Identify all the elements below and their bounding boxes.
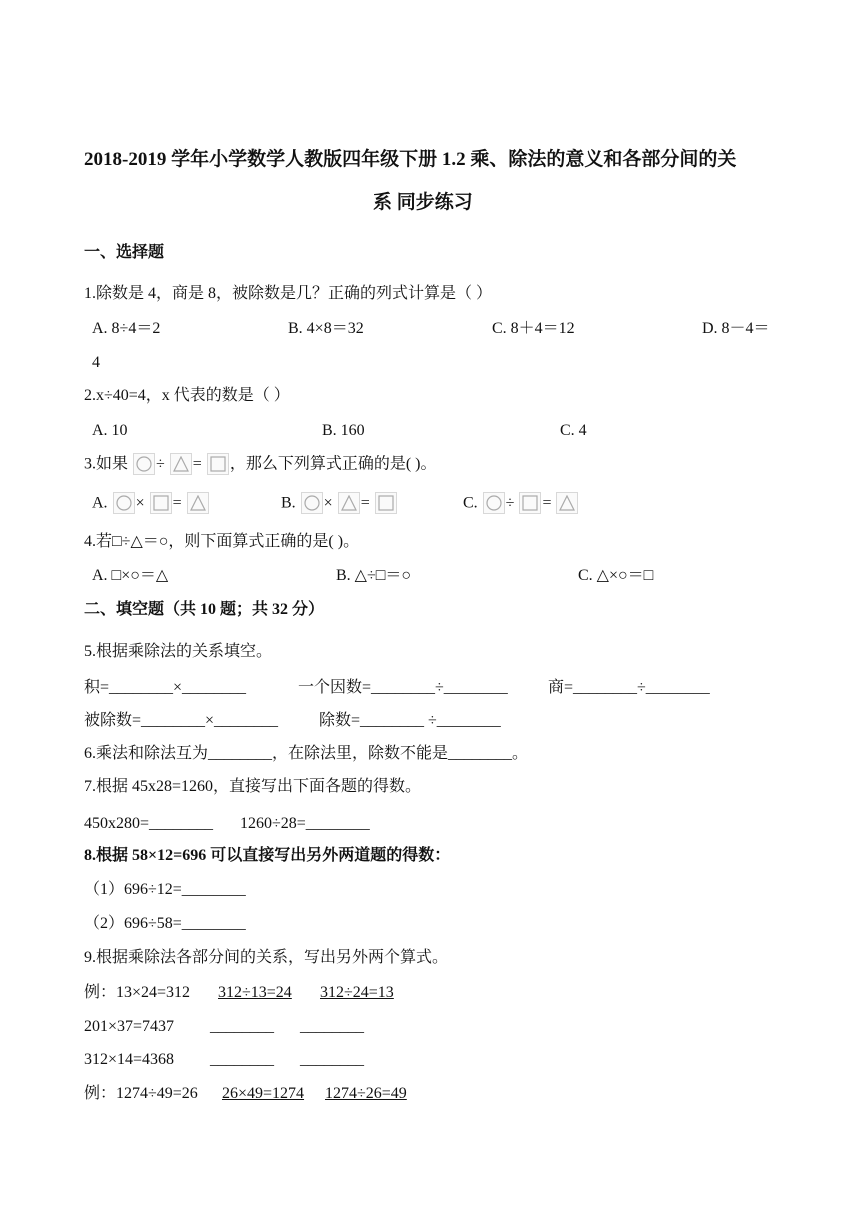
q9-example-1-label: 例：13×24=312 (84, 984, 191, 1001)
q3-option-c[interactable] (463, 491, 579, 515)
q3-option-a[interactable] (92, 491, 210, 515)
q3-stem (84, 452, 437, 476)
q3-prefix: 3.如果 (84, 455, 129, 473)
circle-icon (113, 492, 135, 514)
q9-row-2-blank-b[interactable]: ________ (300, 1051, 364, 1068)
q3-option-b-op: × (323, 494, 333, 512)
q7-blank-1[interactable]: 450x280=________ (84, 815, 214, 832)
q3-option-b[interactable] (281, 491, 398, 515)
q1-option-c[interactable]: C. 8＋4＝12 (492, 320, 575, 337)
q5-formula-product[interactable]: 积=________×________ (84, 679, 247, 696)
q2-option-b[interactable]: B. 160 (322, 422, 365, 439)
q9-row-2-label: 312×14=4368 (84, 1051, 175, 1068)
q6-stem[interactable]: 6.乘法和除法互为________，在除法里，除数不能是________。 (84, 745, 529, 762)
q9-example-2-answer-a: 26×49=1274 (222, 1085, 305, 1102)
q3-option-b-eq: = (360, 494, 370, 512)
title-line-1: 2018-2019 学年小学数学人教版四年级下册 1.2 乘、除法的意义和各部分间的关 (84, 149, 737, 170)
q9-row-1-label: 201×37=7437 (84, 1018, 175, 1035)
square-icon (150, 492, 172, 514)
q5-formula-factor[interactable]: 一个因数=________÷________ (298, 679, 508, 696)
triangle-icon (170, 453, 192, 475)
q9-stem: 9.根据乘除法各部分间的关系，写出另外两个算式。 (84, 949, 449, 966)
q4-option-a[interactable]: A. □×○＝△ (92, 567, 169, 584)
q2-option-c[interactable]: C. 4 (560, 422, 587, 439)
q5-formula-divisor[interactable]: 除数=________ ÷________ (319, 712, 501, 729)
circle-icon (301, 492, 323, 514)
q3-option-a-eq: = (172, 494, 182, 512)
q8-blank-2[interactable]: （2）696÷58=________ (84, 915, 246, 932)
q9-row-1-blank-b[interactable]: ________ (300, 1018, 364, 1035)
q3-option-a-label: A. (92, 494, 108, 512)
q9-row-2-blank-a[interactable]: ________ (210, 1051, 274, 1068)
q9-example-2-label: 例：1274÷49=26 (84, 1085, 198, 1102)
q7-blank-2[interactable]: 1260÷28=________ (240, 815, 370, 832)
q3-option-c-label: C. (463, 494, 478, 512)
title-line-2: 系 同步练习 (373, 192, 473, 213)
q4-stem: 4.若□÷△＝○，则下面算式正确的是( )。 (84, 533, 360, 550)
q1-option-d-continued: 4 (92, 354, 100, 371)
square-icon (207, 453, 229, 475)
q3-option-c-eq: = (542, 494, 552, 512)
q3-option-c-op: ÷ (505, 494, 515, 512)
q5-formula-dividend[interactable]: 被除数=________×________ (84, 712, 279, 729)
q2-stem: 2.x÷40=4，x 代表的数是（ ） (84, 387, 290, 404)
q4-option-c[interactable]: C. △×○＝□ (578, 567, 654, 584)
triangle-icon (338, 492, 360, 514)
q7-stem: 7.根据 45x28=1260，直接写出下面各题的得数。 (84, 778, 422, 795)
q1-option-b[interactable]: B. 4×8＝32 (288, 320, 364, 337)
triangle-icon (556, 492, 578, 514)
q9-example-1-answer-a: 312÷13=24 (218, 984, 292, 1001)
q2-option-a[interactable]: A. 10 (92, 422, 128, 439)
section-heading-fill: 二、填空题（共 10 题；共 32 分） (84, 601, 325, 618)
q5-stem: 5.根据乘除法的关系填空。 (84, 643, 273, 660)
q4-option-b[interactable]: B. △÷□＝○ (336, 567, 412, 584)
square-icon (519, 492, 541, 514)
q3-option-a-op: × (135, 494, 145, 512)
q8-blank-1[interactable]: （1）696÷12=________ (84, 881, 246, 898)
q9-row-1-blank-a[interactable]: ________ (210, 1018, 274, 1035)
q1-stem: 1.除数是 4，商是 8，被除数是几？正确的列式计算是（ ） (84, 285, 493, 302)
square-icon (375, 492, 397, 514)
q8-stem: 8.根据 58×12=696 可以直接写出另外两道题的得数： (84, 847, 451, 864)
circle-icon (483, 492, 505, 514)
q3-divide-sign: ÷ (156, 455, 165, 473)
q1-option-d[interactable]: D. 8－4＝ (702, 320, 770, 337)
q9-example-1-answer-b: 312÷24=13 (320, 984, 394, 1001)
q9-example-2-answer-b: 1274÷26=49 (325, 1085, 407, 1102)
q3-equals-sign: = (192, 455, 202, 473)
section-heading-choice: 一、选择题 (84, 244, 165, 261)
q1-option-a[interactable]: A. 8÷4＝2 (92, 320, 161, 337)
triangle-icon (187, 492, 209, 514)
circle-icon (133, 453, 155, 475)
q5-formula-quotient[interactable]: 商=________÷________ (548, 679, 710, 696)
q3-option-b-label: B. (281, 494, 296, 512)
q3-suffix: ，那么下列算式正确的是( )。 (229, 455, 437, 473)
